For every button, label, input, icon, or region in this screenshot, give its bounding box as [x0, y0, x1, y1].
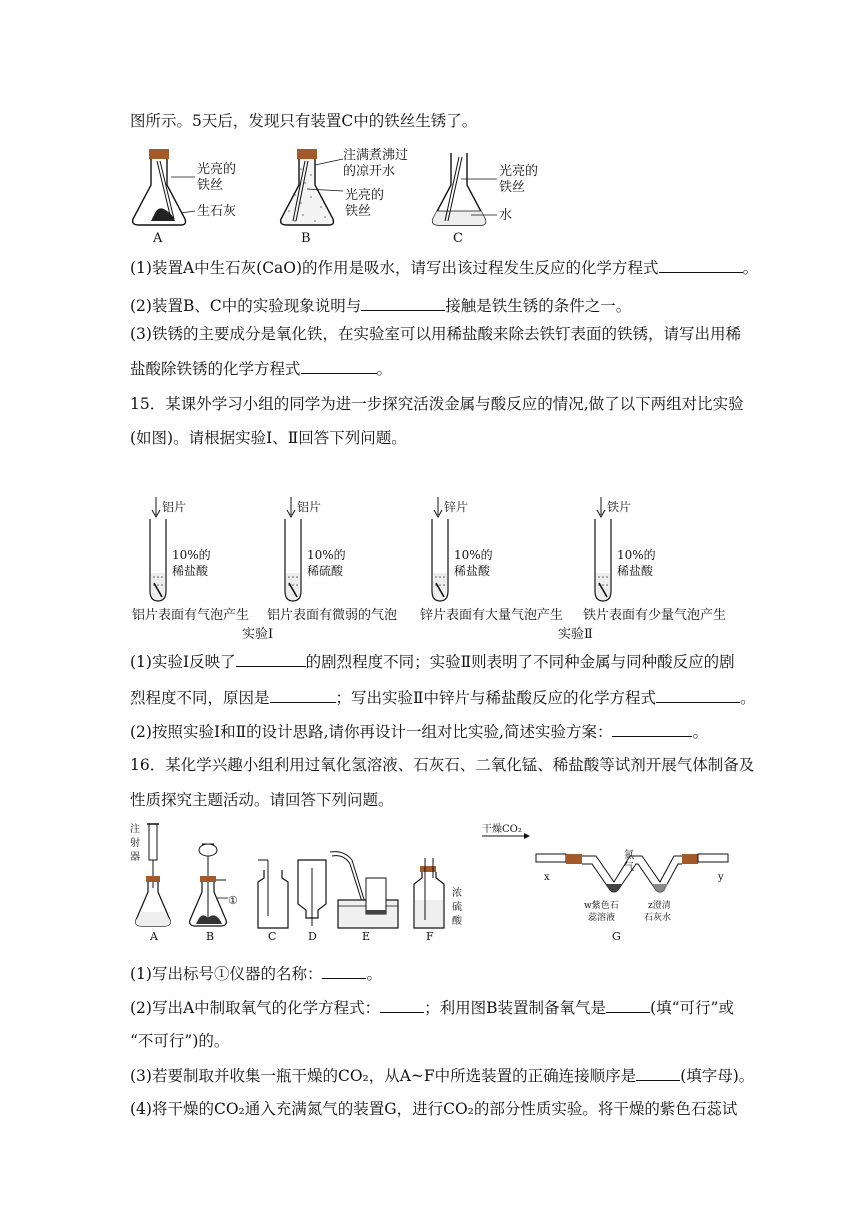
label-b3: 光亮的: [345, 188, 385, 203]
question-16-3: (3)若要制取并收集一瓶干燥的CO₂，从A~F中所选装置的正确连接顺序是 (填字母)。: [130, 1064, 740, 1087]
acid-conc-4: 10%的: [617, 548, 656, 562]
svg-text:x: x: [544, 872, 550, 883]
answer-blank[interactable]: [361, 294, 445, 311]
label-dry-co2: 干燥CO₂: [482, 824, 522, 835]
label-a2: 铁丝: [197, 178, 224, 193]
figure-iron-rust-flasks: [125, 145, 565, 245]
question-15-cont: (如图)。请根据实验Ⅰ、Ⅱ回答下列问题。: [130, 429, 407, 447]
svg-text:w紫色石: w紫色石: [584, 901, 619, 911]
answer-blank[interactable]: [606, 996, 650, 1013]
svg-text:酸: 酸: [452, 916, 462, 927]
apparatus-f: [414, 858, 463, 943]
test-tube-4: [595, 497, 656, 601]
question-16-4: (4)将干燥的CO₂通入充满氮气的装置G，进行CO₂的部分性质实验。将干燥的紫色石蕊试: [130, 1100, 738, 1118]
label-b2: 的凉开水: [343, 164, 396, 179]
tube-result-4: 铁片表面有少量气泡产生: [583, 608, 727, 623]
question-14-1: (1)装置A中生石灰(CaO)的作用是吸水，请写出该过程发生反应的化学方程式 。: [130, 256, 740, 279]
metal-label-2: 铝片: [297, 500, 322, 514]
text-line-intro: 图所示。5天后，发现只有装置C中的铁丝生锈了。: [130, 112, 478, 130]
acid-name-3: 稀盐酸: [454, 564, 491, 578]
apparatus-b: [190, 844, 238, 943]
apparatus-a: [130, 823, 170, 943]
label-d: D: [308, 930, 317, 943]
question-15: 15．某课外学习小组的同学为进一步探究活泼金属与酸反应的情况,做了以下两组对比实验: [130, 395, 744, 413]
tube-result-3: 锌片表面有大量气泡产生: [420, 608, 564, 623]
label-g: G: [612, 930, 621, 943]
figure-gas-apparatus: [130, 820, 740, 945]
acid-conc-3: 10%的: [454, 548, 493, 562]
answer-blank[interactable]: [380, 996, 424, 1013]
svg-text:硫: 硫: [452, 902, 462, 913]
label-b: B: [206, 930, 215, 943]
svg-text:y: y: [718, 872, 724, 883]
question-16-1: (1)写出标号①仪器的名称： 。: [130, 962, 740, 985]
answer-blank[interactable]: [659, 256, 743, 273]
svg-text:器: 器: [130, 852, 140, 863]
question-16-2-cont: “不可行”)的。: [130, 1032, 230, 1050]
acid-conc-1: 10%的: [172, 548, 211, 562]
flask-c: [433, 153, 538, 246]
svg-text:氮: 氮: [624, 850, 634, 861]
question-16-2: (2)写出A中制取氧气的化学方程式： ；利用图B装置制备氧气是 (填“可行”或: [130, 996, 740, 1019]
label-e: E: [362, 930, 371, 943]
metal-label-4: 铁片: [607, 500, 632, 514]
test-tube-2: [285, 497, 346, 601]
question-14-3: (3)铁锈的主要成分是氧化铁，在实验室可以用稀盐酸来除去铁钉表面的铁锈，请写出用稀: [130, 325, 741, 343]
acid-conc-2: 10%的: [307, 548, 346, 562]
answer-blank[interactable]: [236, 650, 306, 667]
label-c: C: [268, 930, 277, 943]
stopper-a: [149, 149, 169, 159]
test-tube-1: [150, 497, 211, 601]
label-b4: 铁丝: [345, 204, 372, 219]
answer-blank[interactable]: [656, 686, 740, 703]
label-b1: 注满煮沸过: [343, 148, 409, 163]
figure-metal-acid-tubes: [130, 497, 730, 607]
svg-text:浓: 浓: [452, 888, 462, 899]
svg-text:射: 射: [130, 838, 140, 849]
acid-name-4: 稀盐酸: [617, 564, 654, 578]
question-15-1: (1)实验Ⅰ反映了 的剧烈程度不同；实验Ⅱ则表明了不同种金属与同种酸反应的剧: [130, 650, 740, 673]
label-flask-b: B: [301, 231, 311, 246]
stopper-b: [297, 149, 317, 159]
flask-a: [133, 149, 236, 246]
answer-blank[interactable]: [270, 686, 336, 703]
question-14-3-cont: 盐酸除铁锈的化学方程式 。: [130, 357, 740, 380]
label-a: A: [150, 930, 158, 943]
experiment-1-label: 实验Ⅰ: [242, 627, 274, 642]
answer-blank[interactable]: [301, 357, 377, 374]
label-flask-a: A: [153, 231, 163, 246]
acid-name-1: 稀盐酸: [172, 564, 209, 578]
svg-text:z澄清: z澄清: [648, 901, 671, 911]
experiment-2-label: 实验Ⅱ: [558, 627, 593, 642]
label-c2: 铁丝: [499, 180, 526, 195]
answer-blank[interactable]: [636, 1064, 680, 1081]
question-16-cont: 性质探究主题活动。请回答下列问题。: [130, 791, 394, 809]
svg-text:蕊溶液: 蕊溶液: [588, 913, 616, 923]
answer-blank[interactable]: [322, 962, 366, 979]
metal-label-3: 锌片: [444, 500, 469, 514]
svg-text:注: 注: [130, 824, 140, 835]
apparatus-d: [298, 860, 326, 943]
question-16: 16．某化学兴趣小组利用过氧化氢溶液、石灰石、二氧化锰、稀盐酸等试剂开展气体制备及: [130, 756, 755, 774]
tube-result-1: 铝片表面有气泡产生: [132, 608, 250, 623]
svg-text:石灰水: 石灰水: [644, 913, 672, 923]
question-14-2: (2)装置B、C中的实验现象说明与 接触是铁生锈的条件之一。: [130, 294, 740, 317]
label-c3: 水: [499, 208, 513, 223]
mark-1: ①: [228, 894, 238, 907]
flask-b: [281, 147, 408, 246]
question-15-1-cont: 烈程度不同，原因是 ；写出实验Ⅱ中锌片与稀盐酸反应的化学方程式 。: [130, 686, 740, 709]
label-a3: 生石灰: [197, 204, 237, 219]
apparatus-g: [482, 822, 728, 943]
label-f: F: [426, 930, 434, 943]
label-flask-c: C: [453, 231, 463, 246]
metal-label-1: 铝片: [162, 500, 187, 514]
label-c1: 光亮的: [499, 164, 539, 179]
question-15-2: (2)按照实验Ⅰ和Ⅱ的设计思路,请你再设计一组对比实验,简述实验方案： 。: [130, 720, 740, 743]
label-a1: 光亮的: [197, 162, 237, 177]
acid-name-2: 稀硫酸: [307, 564, 344, 578]
tube-result-2: 铝片表面有微弱的气泡: [267, 608, 398, 623]
apparatus-e: [330, 852, 398, 943]
apparatus-c: [258, 860, 288, 943]
test-tube-3: [432, 497, 493, 601]
svg-text:气: 气: [624, 862, 634, 873]
answer-blank[interactable]: [612, 720, 692, 737]
